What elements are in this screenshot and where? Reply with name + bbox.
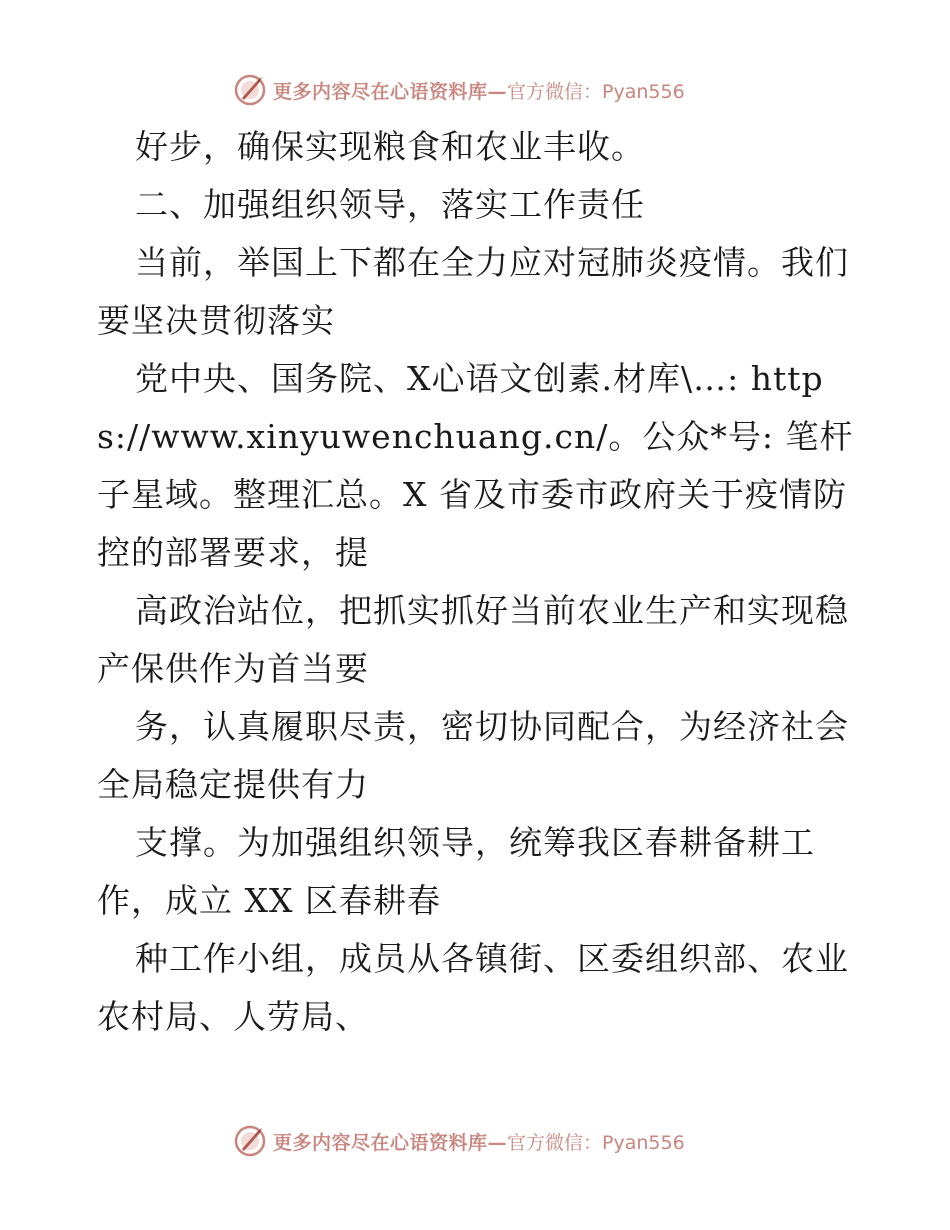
quill-circle-icon — [233, 1124, 267, 1158]
watermark-wechat-text: 官方微信：Pyan556 — [507, 80, 685, 103]
quill-circle-icon — [233, 73, 267, 107]
paragraph: 好步，确保实现粮食和农业丰收。 — [135, 127, 645, 166]
paragraph: 支撑。为加强组织领导，统筹我区春耕备耕工作，成立 XX 区春耕春 — [97, 823, 815, 920]
paragraph: 种工作小组，成员从各镇街、区委组织部、农业农村局、人劳局、 — [97, 939, 849, 1036]
document-body — [97, 118, 857, 1046]
watermark-main-text: 更多内容尽在心语资料库— — [273, 1131, 508, 1154]
watermark-wechat-text: 官方微信：Pyan556 — [507, 1131, 685, 1154]
paragraph: 高政治站位，把抓实抓好当前农业生产和实现稳产保供作为首当要 — [97, 591, 849, 688]
paragraph: 党中央、国务院、X心语文创素.材库\…: https://www.xinyuwenchuang.cn/。公众*号: 笔杆子星域。整理汇总。X 省及市委市政府关于疫情防控的部署要求，提 — [97, 359, 854, 572]
watermark-banner-top — [233, 72, 685, 108]
paragraph: 当前，举国上下都在全力应对冠肺炎疫情。我们要坚决贯彻落实 — [97, 243, 849, 340]
paragraph: 务，认真履职尽责，密切协同配合，为经济社会全局稳定提供有力 — [97, 707, 849, 804]
watermark-banner-bottom — [233, 1123, 685, 1159]
section-heading: 二、加强组织领导，落实工作责任 — [135, 185, 645, 224]
watermark-main-text: 更多内容尽在心语资料库— — [273, 80, 508, 103]
